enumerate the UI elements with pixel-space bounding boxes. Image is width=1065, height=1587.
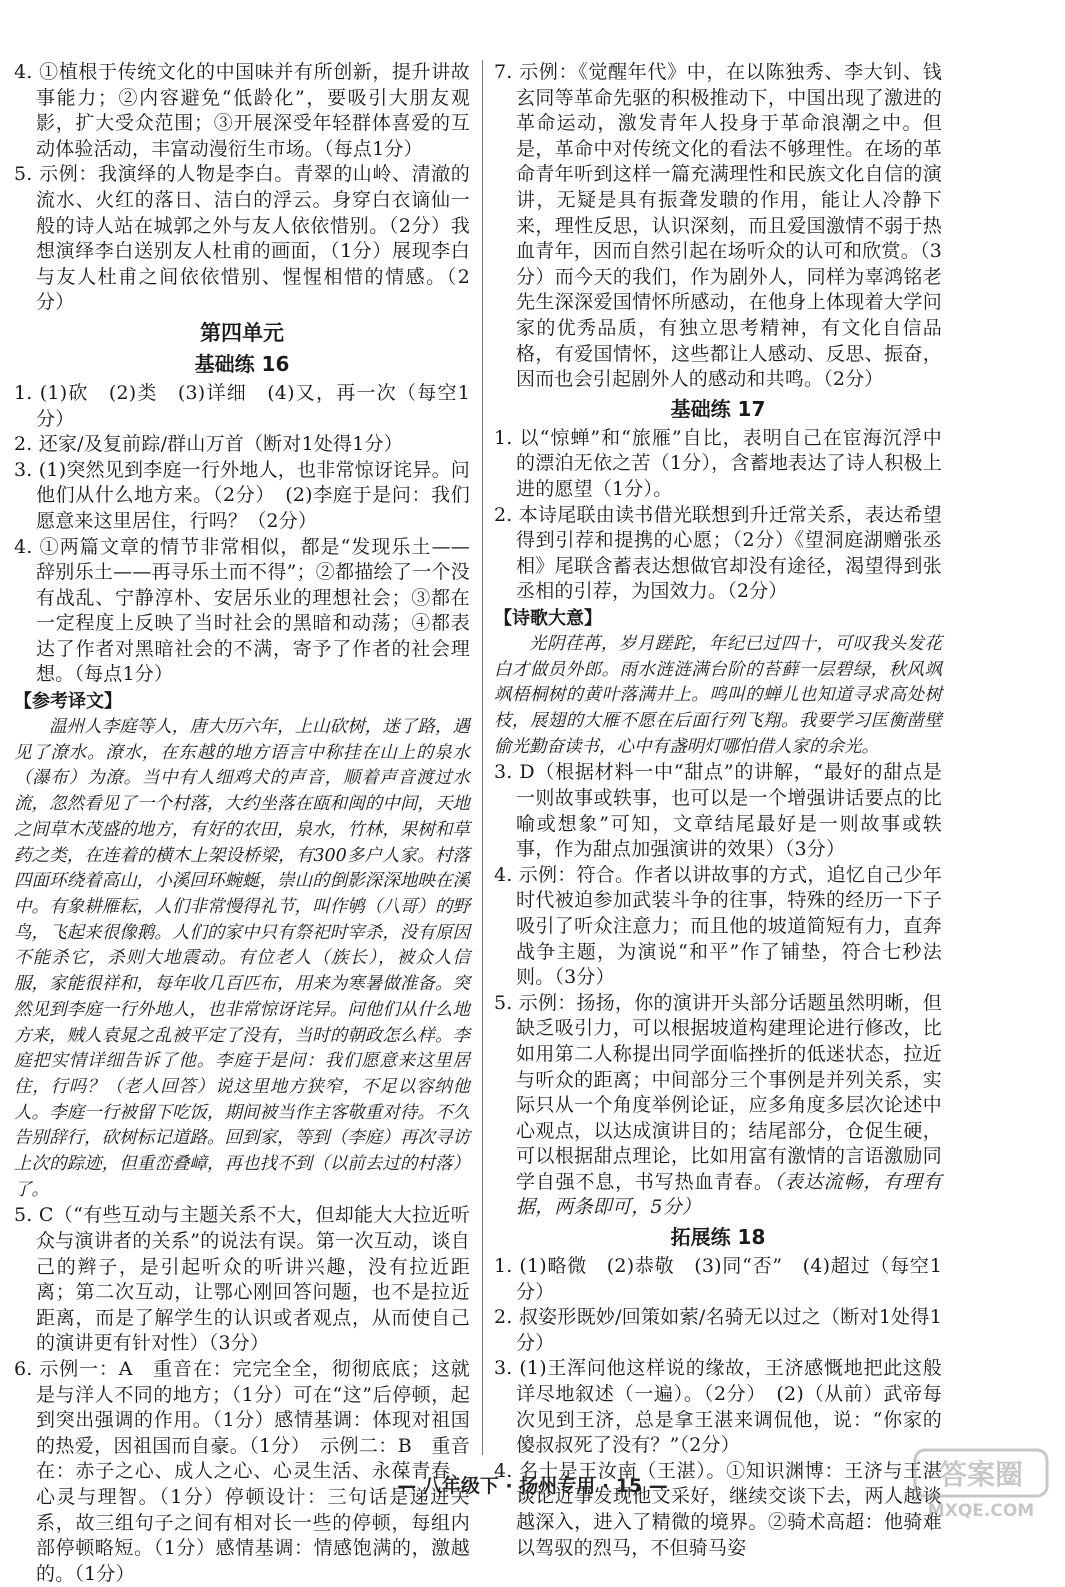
page-footer: — 八年级下 · 扬州专用 · 15 — bbox=[397, 1475, 668, 1497]
right-column bbox=[494, 60, 942, 1561]
section-title-18: 拓展练 18 bbox=[670, 1225, 766, 1250]
s17-q5-note: （表达流畅，有理有据，两条即可，5分） bbox=[516, 1170, 942, 1219]
s18-q4: 4. 名士是王汝南（王湛）。①知识渊博：王济与王湛谈论近事发现他文采好，继续交谈下去，两人越谈越深入，进入了精微的境界。②骑术高超：他骑难以驾驭的烈马，不但骑马姿 bbox=[494, 1459, 942, 1559]
section-title-17: 基础练 17 bbox=[670, 396, 766, 421]
poem-meaning-tag: 【诗歌大意】 bbox=[494, 607, 602, 629]
s18-q2: 2. 叔姿形既妙/回策如萦/名骑无以过之（断对1处得1分） bbox=[494, 1306, 942, 1354]
s17-q3: 3. D（根据材料一中“甜点”的讲解，“最好的甜点是一则故事或轶事，也可以是一个增强讲话要点的比喻或想象”可知，文章结尾最好是一则故事或轶事，作为甜点加强演讲的效果）（3分） bbox=[494, 761, 942, 861]
section-title-16: 基础练 16 bbox=[194, 351, 290, 376]
reference-translation-tag: 【参考译文】 bbox=[14, 691, 122, 713]
s16-q1: 1. (1)砍 (2)类 (3)详细 (4)又，再一次（每空1分） bbox=[14, 381, 470, 430]
s18-q1: 1. (1)略微 (2)恭敬 (3)同“否” (4)超过（每空1分） bbox=[494, 1255, 942, 1303]
s17-q5-body: 5. 示例：扬扬，你的演讲开头部分话题虽然明晰，但缺乏吸引力，可以根据坡道构建理论进行修改，比如用第二人称提出同学面临挫折的低迷状态，拉近与听众的距离；中间部分三个事例是并列关系，实际只从一个角度举例论证，应多角度多层次论述中心观点，以达成演讲目的；结尾部分，仓促生硬，可以根据甜点理论，比如用富有激情的言语激励同学自强不息，书写热血青春。 bbox=[494, 991, 942, 1193]
s16-q4: 4. ①两篇文章的情节非常相似，都是“发现乐土——辞别乐土——再寻乐土而不得”；②都描绘了一个没有战乱、宁静淳朴、安居乐业的理想社会；③都在一定程度上反映了当时社会的黑暗和动荡；④都表达了作者对黑暗社会的不满，寄予了作者的社会理想。（每点1分） bbox=[14, 535, 470, 686]
s16-q2: 2. 还家/及复前踪/群山万首（断对1处得1分） bbox=[14, 433, 403, 456]
column-divider bbox=[482, 60, 483, 1455]
poem-meaning-text: 光阴荏苒，岁月蹉跎，年纪已过四十，可叹我头发花白才做员外郎。雨水涟涟满台阶的苔藓一层碧绿，秋风飒飒梧桐树的黄叶落满井上。鸣叫的蝉儿也知道寻求高处树枝，展翅的大雁不愿在后面行列飞翔。我要学习匡衡凿壁偷光勤奋读书，心中有盏明灯哪怕借人家的余光。 bbox=[494, 633, 942, 757]
r-q7: 7. 示例：《觉醒年代》中，在以陈独秀、李大钊、钱玄同等革命先驱的积极推动下，中国出现了激进的革命运动，激发青年人投身于革命浪潮之中。但是，革命中对传统文化的看法不够理性。在场的革命青年听到这样一篇充满理性和民族文化自信的演讲，无疑是具有振聋发聩的作用，能让人冷静下来，理性反思，认识深刻，而且爱国激情不弱于热血青年，因而自然引起在场听众的认可和欣赏。（3分）而今天的我们，作为剧外人，同样为辜鸿铭老先生深深爱国情怀所感动，在他身上体现着大学问家的优秀品质，有独立思考精神，有文化自信品格，有爱国情怀，这些都让人感动、反思、振奋，因而也会引起剧外人的感动和共鸣。（2分） bbox=[494, 61, 942, 391]
left-q4: 4. ①植根于传统文化的中国味并有所创新，提升讲故事能力；②内容避免“低龄化”，要吸引大朋友观影，扩大受众范围；③开展深受年轻群体喜爱的互动体验活动，丰富动漫衍生市场。（每点1分） bbox=[14, 61, 470, 160]
s17-q2: 2. 本诗尾联由读书借光联想到升迁常关系，表达希望得到引荐和提携的心愿；（2分）《望洞庭湖赠张丞相》尾联含蓄表达想做官却没有途径，渴望得到张丞相的引荐，为国效力。（2分） bbox=[494, 503, 942, 603]
reference-translation-text: 温州人李庭等人，唐大历六年，上山砍树，迷了路，遇见了潦水。潦水，在东越的地方语言中称挂在山上的泉水（瀑布）为潦。当中有人细鸡犬的声音，顺着声音渡过水流，忽然看见了一个村落，大约坐落在瓯和闽的中间，天地之间草木茂盛的地方，有好的农田，泉水，竹林，果树和草药之类，在连着的横木上架设桥梁，有300多户人家。村落四面环绕着高山，小溪回环蜿蜒，崇山的倒影深深地映在溪中。有象耕雁耘，人们非常慢得礼节，叫作鸲（八哥）的野鸟，飞起来很像鹅。人们的家中只有祭祀时宰杀，没有原因不能杀它，杀则大地震动。有位老人（族长），被众人信服，家能很祥和，每年收几百匹布，用来为寒暑做准备。突然见到李庭一行外地人，也非常惊讶诧异。问他们从什么地方来，贼人袁晁之乱被平定了没有，当时的朝政怎么样。李庭把实情详细告诉了他。李庭于是问：我们愿意来这里居住，行吗？（老人回答）说这里地方狭窄，不足以容纳他人。李庭一行被留下吃饭，期间被当作主客敬重对待。不久告别辞行，砍树标记道路。回到家，等到（李庭）再次寻访上次的踪迹，但重峦叠嶂，再也找不到（以前去过的村落）了。 bbox=[14, 717, 470, 1200]
s17-q5 bbox=[494, 991, 942, 1221]
unit-title: 第四单元 bbox=[200, 320, 284, 345]
s16-q6: 6. 示例一：A 重音在：完完全全，彻彻底底；这就是与洋人不同的地方；（1分）可在“这”后停顿，起到突出强调的作用。（1分）感情基调：体现对祖国的热爱，因祖国而自豪。（1分） 示例二：B 重音在：赤子之心、成人之心、心灵生活、永葆青春、心灵与理智。（1分）停顿设计：三句话是递进关系，故三组句子之间有相对长一些的停顿，每组内部停顿略短。（1分）感情基调：情感饱满的，激越的。（1分） bbox=[14, 1357, 470, 1585]
watermark-line1: 答案圈 bbox=[938, 1458, 1024, 1491]
watermark-line2: MXQE.COM bbox=[927, 1501, 1035, 1521]
s17-q4: 4. 示例：符合。作者以讲故事的方式，追忆自己少年时代被迫参加武装斗争的往事，特殊的经历一下子吸引了听众注意力；而且他的坡道简短有力，直奔战争主题，为演说“和平”作了铺垫，符合七秒法则。（3分） bbox=[494, 863, 942, 989]
s16-q3: 3. (1)突然见到李庭一行外地人，也非常惊讶诧异。问他们从什么地方来。（2分） (2)李庭于是问：我们愿意来这里居住，行吗？（2分） bbox=[14, 458, 470, 532]
s18-q3: 3. (1)王浑问他这样说的缘故，王济感慨地把此这般详尽地叙述（一遍）。（2分） (2)（从前）武帝每次见到王济，总是拿王湛来调侃他，说：“你家的傻叔叔死了没有？”（2分） bbox=[494, 1357, 942, 1457]
s17-q1: 1. 以“惊蝉”和“旅雁”自比，表明自己在宦海沉浮中的漂泊无依之苦（1分），含蓄地表达了诗人积极上进的愿望（1分）。 bbox=[494, 426, 942, 500]
watermark-logo bbox=[911, 1446, 1051, 1522]
left-column bbox=[14, 60, 470, 1587]
s16-q5: 5. C（“有些互动与主题关系不大，但却能大大拉近听众与演讲者的关系”的说法有误。第一次互动，谈自己的辫子，是引起听众的听讲兴趣，没有拉近距离；第二次互动，让鄂心刚回答问题，也不是拉近距离，而是了解学生的认识或者观点，从而使自己的演讲更有针对性）（3分） bbox=[14, 1204, 470, 1355]
left-q5: 5. 示例：我演绎的人物是李白。青翠的山岭、清澈的流水、火红的落日、洁白的浮云。身穿白衣谪仙一般的诗人站在城郭之外与友人依依惜别。（2分）我想演绎李白送别友人杜甫的画面，（1分）展现李白与友人杜甫之间依依惜别、惺惺相惜的情感。（2分） bbox=[14, 163, 470, 314]
